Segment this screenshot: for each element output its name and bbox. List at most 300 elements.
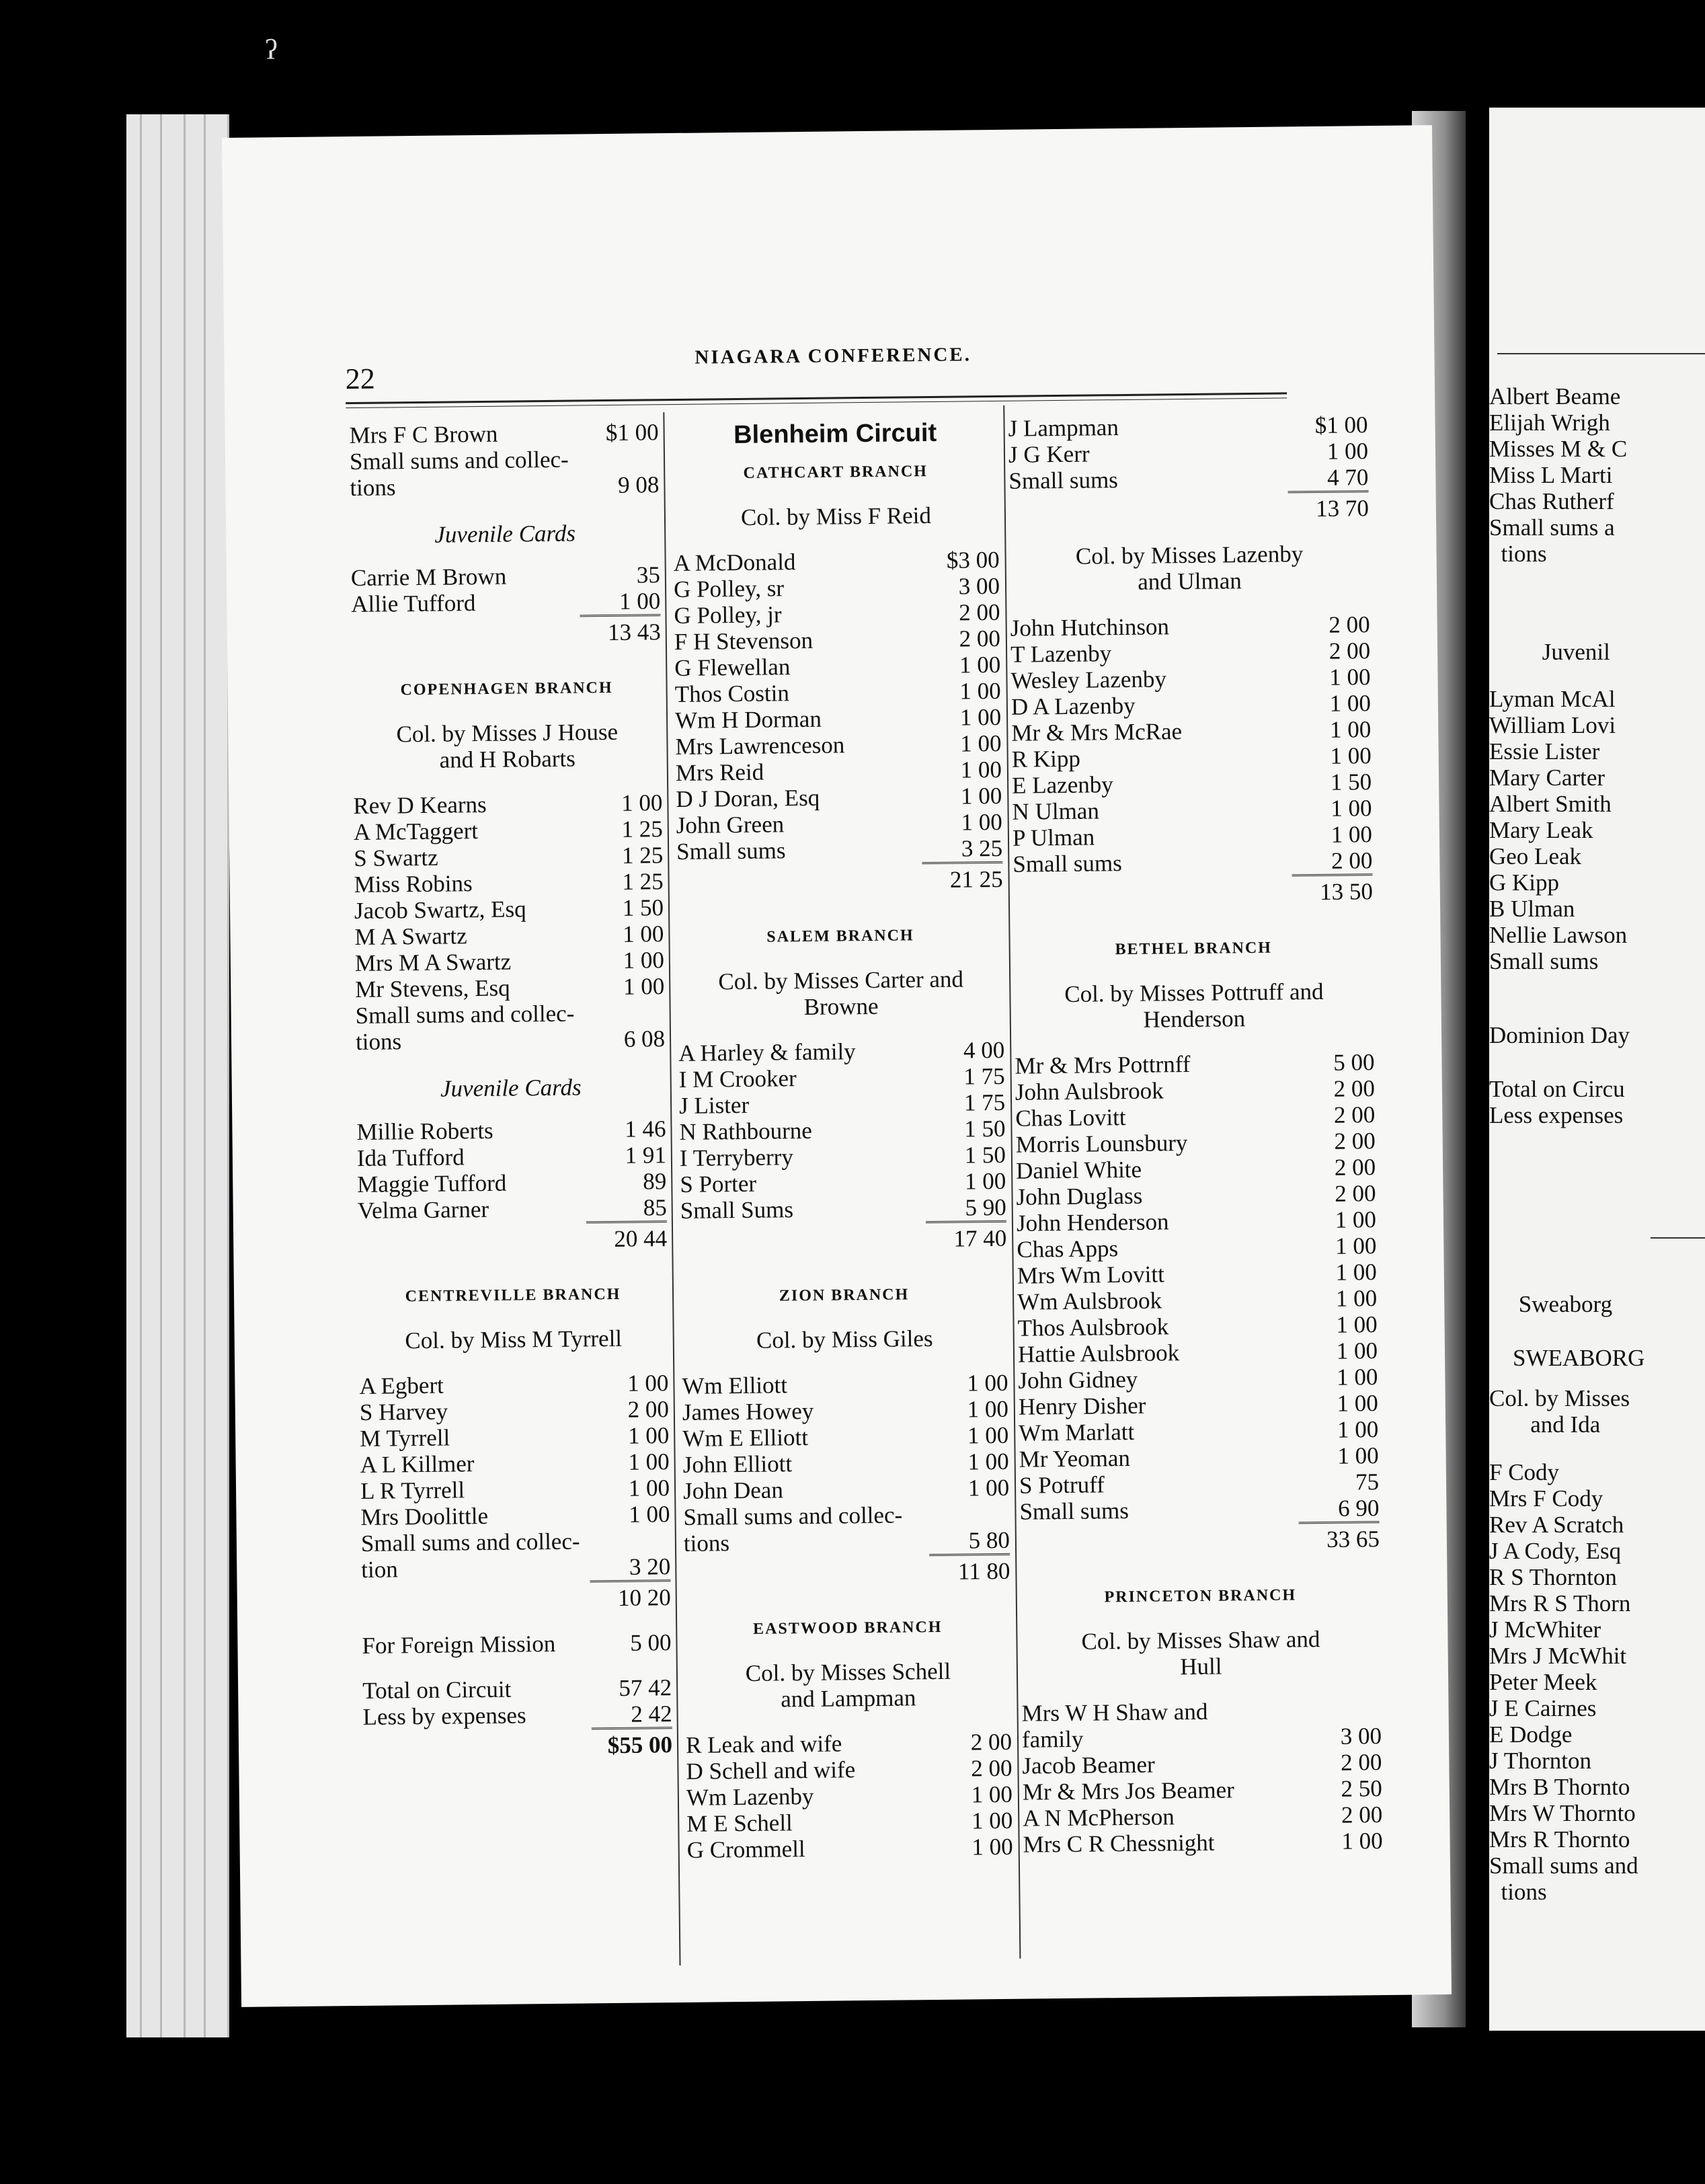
donation-amount: 2 00 (1335, 1180, 1376, 1207)
donation-amount: 1 46 (625, 1116, 666, 1142)
ledger-entry (679, 1089, 1005, 1119)
donation-amount: 1 00 (971, 1781, 1013, 1808)
right-page-line: tions (1489, 1879, 1547, 1905)
right-page-line: Rev A Scratch (1489, 1512, 1624, 1538)
donation-amount: 4 00 (963, 1036, 1005, 1064)
branch-total (351, 614, 660, 648)
donor-name: A McTaggert (353, 818, 479, 846)
ledger-entry (676, 783, 1002, 812)
collector-line: Col. by Misses Schell and Lampman (745, 1658, 951, 1713)
ledger-entry (686, 1834, 1013, 1863)
page-number: 22 (345, 362, 376, 396)
ledger-entry (360, 1396, 669, 1426)
donor-name: A N McPherson (1023, 1803, 1175, 1832)
donor-name: Ida Tufford (356, 1144, 465, 1171)
donor-name: G Crommell (686, 1836, 805, 1863)
donor-name: Small sums and collec- tions (355, 1000, 575, 1055)
donor-name: John Elliott (682, 1450, 793, 1478)
donation-amount: 3 25 (961, 834, 1003, 862)
collector-line: Col. by Miss F Reid (740, 502, 932, 531)
donation-amount: 9 08 (617, 471, 660, 498)
donor-name: Total on Circuit (362, 1676, 512, 1704)
ledger-entry (354, 894, 664, 924)
right-page-line: and Ida (1489, 1411, 1601, 1438)
total-amount: 13 70 (1288, 490, 1369, 522)
donation-amount: 3 20 (629, 1553, 671, 1580)
donation-amount: 1 00 (1336, 1311, 1378, 1338)
donor-name: F H Stevenson (674, 627, 814, 655)
ledger-entry (361, 1527, 671, 1583)
ledger-entry (682, 1422, 1008, 1452)
donor-name: Jacob Swartz, Esq (354, 896, 526, 924)
total-amount: 13 50 (1292, 873, 1373, 905)
branch-heading: SALEM BRANCH (766, 927, 914, 946)
donor-name: M E Schell (686, 1809, 793, 1837)
ledger-entry (1016, 1128, 1376, 1158)
donor-name: A McDonald (673, 549, 796, 577)
ledger-entry (683, 1475, 1009, 1504)
donor-name: Wm E Elliott (682, 1424, 809, 1452)
donation-amount: 5 80 (968, 1526, 1010, 1554)
donor-name: Jacob Beamer (1022, 1751, 1155, 1779)
donation-amount: 1 00 (619, 588, 661, 615)
right-page-line: J A Cody, Esq (1489, 1538, 1622, 1564)
collector-line: Col. by Misses Pottruff and Henderson (1064, 978, 1324, 1033)
donor-name: J Lister (678, 1091, 750, 1119)
donor-name: S Porter (680, 1170, 757, 1198)
column-3 (1008, 412, 1382, 1857)
branch-total (362, 1580, 671, 1614)
donor-name: S Harvey (359, 1398, 448, 1426)
donor-name: A Harley & family (678, 1038, 856, 1066)
right-page-line: Essie Lister (1489, 738, 1600, 765)
ledger-entry (1008, 438, 1368, 468)
donor-name: Rev D Kearns (353, 791, 487, 820)
ledger-entry (680, 1142, 1006, 1171)
donor-name: N Ulman (1012, 797, 1100, 825)
donor-name: D A Lazenby (1010, 692, 1136, 720)
donation-amount: 1 00 (623, 973, 665, 1000)
donation-amount: 1 25 (621, 816, 664, 843)
donation-amount: 1 00 (621, 789, 663, 816)
donation-amount: 3 00 (1340, 1723, 1382, 1750)
donor-name: Daniel White (1015, 1156, 1142, 1184)
donation-amount: $1 00 (605, 419, 659, 446)
right-page-line: Lyman McAl (1489, 686, 1616, 712)
branch-total (358, 1220, 667, 1255)
donation-amount: 1 00 (1336, 1337, 1378, 1364)
ledger-entry (1018, 1364, 1378, 1394)
ledger-entry (682, 1448, 1008, 1478)
ledger-entry (356, 1116, 666, 1145)
donation-amount: 1 00 (960, 756, 1002, 783)
donation-amount: 1 00 (964, 1167, 1006, 1195)
ledger-entry (1022, 1749, 1382, 1779)
right-page-line: R S Thornton (1489, 1564, 1617, 1590)
donation-amount: $1 00 (1314, 412, 1368, 438)
ledger-entry (686, 1755, 1012, 1785)
ledger-entry (1019, 1416, 1378, 1446)
donation-amount: 1 00 (1335, 1285, 1378, 1312)
ledger-entry (351, 561, 660, 591)
ledger-entry (1010, 637, 1370, 668)
donation-amount: 1 00 (967, 1369, 1008, 1397)
ledger-entry (1019, 1495, 1379, 1525)
donation-amount: 2 00 (1331, 847, 1373, 874)
right-page-line: Juvenil (1489, 639, 1610, 665)
ledger-entry (678, 1037, 1004, 1066)
donor-name: I M Crooker (678, 1065, 797, 1093)
right-page-line: Mary Leak (1489, 817, 1593, 843)
donation-amount: 75 (1355, 1469, 1380, 1495)
donor-name: Millie Roberts (356, 1117, 493, 1145)
donation-amount: 1 25 (622, 868, 664, 895)
collector-line: Col. by Miss Giles (756, 1325, 933, 1354)
ledger-entry (680, 1194, 1006, 1224)
donation-amount: 1 50 (964, 1141, 1006, 1169)
donation-amount: 1 25 (621, 842, 664, 869)
juvenile-cards-heading: Juvenile Cards (440, 1074, 582, 1102)
donation-amount: $3 00 (946, 546, 1000, 574)
branch-total (1013, 873, 1373, 908)
right-page-line: tions (1489, 541, 1547, 567)
donation-amount: 89 (643, 1168, 667, 1195)
ledger-entry (354, 921, 664, 950)
donation-amount: 2 00 (970, 1728, 1013, 1756)
total-amount: 11 80 (929, 1553, 1010, 1585)
right-page-line: Peter Meek (1489, 1669, 1597, 1695)
ledger-entry (676, 756, 1002, 786)
donation-amount: 1 00 (960, 782, 1002, 810)
donation-amount: 1 00 (959, 703, 1002, 731)
donor-name: Morris Lounsbury (1015, 1130, 1188, 1158)
donor-name: Carrie M Brown (350, 563, 507, 592)
donation-amount: 2 50 (1341, 1775, 1383, 1802)
right-page-line: Small sums a (1489, 514, 1615, 541)
ledger-entry (1021, 1696, 1382, 1753)
donor-name: Miss Robins (354, 870, 473, 898)
donor-name: Mrs Wm Lovitt (1017, 1261, 1165, 1289)
donor-name: J Lampman (1008, 414, 1119, 442)
ledger-entry (362, 1629, 671, 1659)
right-page-line: Total on Circu (1489, 1076, 1625, 1102)
donor-name: Small sums and collec- tions (349, 446, 569, 502)
total-amount: 17 40 (926, 1220, 1006, 1252)
donor-name: Allie Tufford (351, 590, 476, 618)
donor-name: P Ulman (1012, 824, 1095, 851)
collector-line: Col. by Miss M Tyrrell (405, 1325, 623, 1354)
donor-name: Chas Apps (1017, 1235, 1119, 1263)
total-amount: 10 20 (590, 1580, 670, 1611)
right-page-header-rule (1497, 353, 1705, 354)
donation-amount: 35 (636, 561, 661, 588)
donor-name: John Duglass (1016, 1182, 1143, 1210)
donor-name: Mr & Mrs Pottrnff (1015, 1050, 1191, 1079)
ledger-entry (358, 1194, 667, 1224)
right-page-line: Small sums (1489, 948, 1599, 974)
donor-name: Mrs F C Brown (349, 420, 498, 449)
donation-amount: 1 00 (1341, 1828, 1383, 1855)
ledger-entry (360, 1422, 669, 1452)
right-page-line: B Ulman (1489, 896, 1575, 922)
donor-name: S Potruff (1019, 1471, 1105, 1499)
donor-name: S Swartz (354, 844, 438, 872)
donation-amount: 2 00 (1340, 1749, 1382, 1776)
right-page-line: Mary Carter (1489, 765, 1605, 791)
right-page-line: William Lovi (1489, 712, 1616, 738)
ledger-entry (1016, 1154, 1376, 1184)
donor-name: G Polley, jr (674, 601, 782, 629)
right-page-section-rule (1651, 1237, 1705, 1239)
donor-name: John Aulsbrook (1015, 1077, 1164, 1105)
donation-amount: 6 90 (1337, 1495, 1380, 1522)
donation-amount: 2 00 (971, 1754, 1013, 1782)
donation-amount: 1 00 (1329, 716, 1372, 743)
donation-amount: 2 00 (1334, 1128, 1376, 1155)
donor-name: Wm Aulsbrook (1017, 1287, 1162, 1315)
ledger-entry (351, 588, 660, 617)
right-page-line: Col. by Misses (1489, 1385, 1630, 1411)
right-page-line: F Cody (1489, 1459, 1560, 1485)
donor-name: N Rathbourne (679, 1117, 813, 1145)
donation-amount: 1 91 (625, 1142, 667, 1169)
donor-name: R Leak and wife (685, 1730, 842, 1758)
right-page-line: Mrs J McWhit (1489, 1643, 1627, 1669)
donation-amount: 1 00 (960, 730, 1002, 757)
branch-heading: CATHCART BRANCH (743, 463, 928, 482)
ledger-entry (355, 973, 664, 1003)
donor-name: John Green (676, 811, 785, 838)
ledger-entry (680, 1168, 1006, 1198)
ledger-entry (355, 999, 665, 1055)
donor-name: Mrs C R Chessnight (1023, 1829, 1215, 1858)
ledger-entry (1015, 1101, 1375, 1132)
donor-name: E Lazenby (1011, 771, 1113, 799)
ledger-entry (353, 789, 662, 819)
donor-name: Mr & Mrs McRae (1011, 718, 1183, 746)
donor-name: R Kipp (1011, 745, 1081, 773)
donor-name: M A Swartz (354, 923, 467, 950)
donor-name: Wm H Dorman (674, 705, 822, 734)
right-page-line: Geo Leak (1489, 843, 1582, 869)
scan-tick-mark: ˀ (266, 31, 278, 83)
ledger-entry (1017, 1233, 1376, 1263)
donor-name: John Dean (682, 1477, 784, 1504)
ledger-entry (357, 1168, 666, 1198)
donor-name: Chas Lovitt (1015, 1104, 1126, 1132)
ledger-entry (350, 445, 660, 501)
column-1 (349, 419, 672, 1761)
donor-name: Wesley Lazenby (1010, 666, 1167, 694)
right-page-line: Mrs B Thornto (1489, 1774, 1630, 1800)
donation-amount: 2 00 (1341, 1801, 1383, 1828)
donor-name: A L Killmer (360, 1450, 475, 1478)
donation-amount: 85 (643, 1194, 667, 1221)
donation-amount: 1 00 (967, 1395, 1009, 1423)
donor-name: Wm Marlatt (1019, 1418, 1135, 1446)
ledger-entry (683, 1501, 1010, 1557)
donation-amount: 1 00 (1326, 438, 1369, 465)
ledger-entry (686, 1729, 1012, 1758)
donor-name: Small sums (1019, 1497, 1129, 1525)
ledger-entry (349, 419, 658, 448)
ledger-entry (1008, 464, 1368, 494)
ledger-entry (674, 573, 1000, 602)
donation-amount: 5 00 (1333, 1049, 1375, 1076)
right-page-line: SWEABORG (1489, 1345, 1645, 1371)
ledger-entry (354, 842, 663, 871)
right-page-line: Less expenses (1489, 1102, 1624, 1128)
ledger-entry (1013, 821, 1372, 851)
ledger-entry (1010, 664, 1370, 694)
donation-amount: 1 00 (628, 1475, 670, 1502)
donation-amount: 5 00 (630, 1629, 672, 1656)
ledger-entry (1013, 847, 1372, 878)
ledger-entry (1017, 1206, 1376, 1237)
donor-name: Small sums (1013, 850, 1122, 878)
right-page-line: Nellie Lawson (1489, 922, 1628, 948)
donor-name: G Flewellan (674, 654, 791, 681)
ledger-entry (354, 816, 663, 845)
ledger-entry (1019, 1390, 1378, 1420)
circuit-title: Blenheim Circuit (733, 418, 937, 450)
right-page-line: J Thornton (1489, 1748, 1591, 1774)
donor-name: James Howey (682, 1397, 814, 1426)
ledger-entry (1019, 1442, 1378, 1473)
branch-total (1009, 490, 1369, 525)
running-head: NIAGARA CONFERENCE. (695, 344, 972, 368)
total-amount: $55 00 (592, 1727, 672, 1758)
ledger-entry (1011, 690, 1371, 720)
donation-amount: 1 50 (1330, 769, 1372, 795)
total-amount: 13 43 (580, 614, 660, 646)
donation-amount: 1 00 (627, 1422, 670, 1449)
ledger-entry (1017, 1259, 1377, 1289)
ledger-entry (1023, 1828, 1382, 1858)
donation-amount: 1 75 (963, 1062, 1005, 1090)
donation-amount: 1 00 (1337, 1442, 1379, 1469)
ledger-entry (675, 730, 1001, 760)
ledger-entry (682, 1370, 1008, 1399)
donation-amount: 1 00 (622, 921, 664, 947)
donor-name: Thos Costin (674, 680, 790, 707)
collector-line: Col. by Misses J House and H Robarts (396, 718, 619, 773)
ledger-entry (362, 1674, 672, 1704)
ledger-entry (1011, 716, 1371, 746)
donation-amount: 2 00 (1329, 611, 1370, 638)
right-page-line: Mrs R Thornto (1489, 1826, 1630, 1852)
branch-total (1020, 1521, 1380, 1556)
branch-total (676, 861, 1002, 896)
donation-amount: 1 00 (1337, 1416, 1379, 1443)
donation-amount: 1 00 (967, 1421, 1009, 1449)
ledger-entry (362, 1701, 672, 1730)
donation-amount: 1 00 (967, 1474, 1010, 1502)
donor-name: Wm Elliott (682, 1372, 788, 1399)
ledger-entry (679, 1116, 1005, 1145)
donor-name: I Terryberry (679, 1144, 794, 1171)
donor-name: Mrs Doolittle (360, 1502, 489, 1530)
header-rule-thin (346, 397, 1287, 408)
ledger-entry (1019, 1469, 1379, 1499)
collector-line: Col. by Misses Carter and Browne (718, 966, 964, 1021)
donation-amount: 1 00 (1330, 742, 1372, 769)
total-amount: 33 65 (1299, 1521, 1380, 1553)
ledger-entry (359, 1370, 668, 1399)
donor-name: D Schell and wife (686, 1756, 856, 1785)
ledger-entry (1012, 742, 1372, 773)
donation-amount: 1 00 (959, 651, 1001, 678)
donation-amount: 1 00 (1329, 664, 1371, 691)
ledger-entry (675, 704, 1001, 734)
donor-name: Mrs Lawrenceson (675, 732, 845, 760)
donation-amount: 1 00 (1329, 690, 1372, 717)
donation-amount: 1 00 (1331, 795, 1372, 822)
donation-amount: 1 00 (971, 1807, 1013, 1834)
donor-name: Hattie Aulsbrook (1017, 1339, 1180, 1368)
donor-name: Small sums (676, 837, 786, 865)
ledger-entry (1010, 611, 1370, 641)
branch-heading: ZION BRANCH (779, 1286, 910, 1305)
right-page-line: Small sums and (1489, 1852, 1638, 1879)
donation-amount: 1 00 (627, 1370, 669, 1397)
right-page-line: Chas Rutherf (1489, 488, 1614, 514)
ledger-entry (1012, 769, 1372, 799)
right-page-line: Mrs F Cody (1489, 1485, 1603, 1512)
right-page-line: Mrs W Thornto (1489, 1800, 1636, 1826)
branch-total (680, 1220, 1006, 1255)
donor-name: A Egbert (359, 1372, 444, 1399)
branch-heading: EASTWOOD BRANCH (752, 1618, 943, 1638)
donation-amount: 6 08 (623, 1025, 666, 1052)
right-page-line: Miss L Marti (1489, 462, 1613, 488)
collector-line: Col. by Misses Shaw and Hull (1081, 1626, 1320, 1680)
donation-amount: 1 00 (1335, 1233, 1377, 1259)
ledger-entry (1008, 412, 1367, 442)
donation-amount: 1 00 (623, 947, 665, 974)
ledger-entry (360, 1448, 669, 1478)
branch-total (684, 1553, 1010, 1588)
donation-amount: 4 70 (1326, 464, 1369, 491)
donation-amount: 1 75 (963, 1089, 1006, 1116)
ledger-entry (355, 947, 664, 976)
right-page-fragment (1489, 108, 1705, 2031)
donation-amount: 1 00 (1335, 1259, 1377, 1286)
donor-name: Mrs M A Swartz (354, 948, 512, 976)
branch-heading: CENTREVILLE BRANCH (405, 1285, 621, 1306)
right-page-line: Albert Smith (1489, 791, 1612, 817)
branch-heading: COPENHAGEN BRANCH (400, 678, 613, 699)
donor-name: Mr & Mrs Jos Beamer (1022, 1777, 1234, 1805)
ledger-entry (676, 809, 1002, 838)
donor-name: Thos Aulsbrook (1017, 1313, 1169, 1341)
ledger-entry (1023, 1775, 1382, 1805)
donor-name: For Foreign Mission (362, 1630, 556, 1659)
ledger-entry (1018, 1337, 1378, 1368)
branch-heading: BETHEL BRANCH (1115, 939, 1273, 959)
donation-amount: 1 00 (1335, 1206, 1377, 1233)
donor-name: John Gidney (1018, 1366, 1138, 1394)
page-stack-edge (126, 114, 229, 2037)
ledger-entry (1023, 1801, 1382, 1832)
column-2 (672, 416, 1013, 1863)
left-page (222, 125, 1452, 2007)
donation-amount: 2 00 (958, 598, 1000, 626)
donation-amount: 1 00 (959, 677, 1001, 705)
donor-name: M Tyrrell (360, 1424, 450, 1452)
donation-amount: 2 42 (631, 1701, 672, 1727)
ledger-entry (686, 1781, 1013, 1811)
